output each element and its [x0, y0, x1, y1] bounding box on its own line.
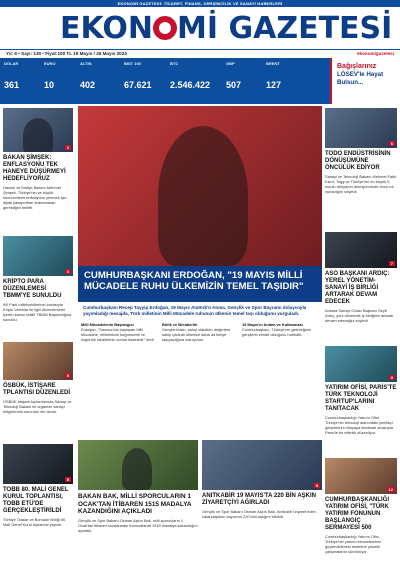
market-item [44, 61, 80, 101]
news-item[interactable] [325, 458, 397, 554]
news-item[interactable] [325, 346, 397, 435]
market-item [80, 61, 120, 101]
left-column [0, 106, 76, 574]
logo-word-2: Mİ [177, 11, 219, 46]
top-slogan-bar [0, 0, 400, 7]
news-item[interactable] [3, 108, 73, 210]
news-photo [3, 236, 73, 276]
news-item[interactable] [3, 444, 73, 527]
market-value: 361 [4, 80, 20, 90]
news-photo [3, 108, 73, 152]
person-silhouette-icon [158, 126, 248, 266]
news-headline: BAKAN ŞİMŞEK: ENFLASYONU TEK HANEYE DÜŞÜRMEYİ HEDEFLİYORUZ [3, 155, 66, 182]
page-number: 2 [66, 145, 69, 150]
logo-circle-icon [153, 16, 177, 40]
news-headline: ASO BAŞKANI ARDIÇ: YEREL YÖNETİM-SANAYİ İŞ BİRLİĞİ ARTARAK DEVAM EDECEK [325, 271, 390, 305]
market-label: ALTIN [80, 61, 92, 66]
promo-line-1: Bağışlarınız [337, 63, 377, 70]
page-number: 9 [315, 483, 318, 488]
news-text: Cumhurbaşkanlığı Yatırım Ofisi, Türkiye'nin teknoloji alanındaki yenilikçi girişimlerini dünyaya tanıtmak amacıyla Paris'te bir etkinlik düzenliyor. [325, 415, 393, 435]
news-headline: CUMHURBAŞKANLIĞI YATIRIM OFİSİ, "TÜRK YATIRIM FONUNUN BAŞLANGIÇ SERMAYESİ 500 [325, 497, 389, 531]
anitkabir-news[interactable] [202, 440, 322, 574]
market-value: 10 [44, 80, 55, 90]
article-subhead: Birlik ve Beraberlik [162, 322, 198, 327]
news-item[interactable] [3, 236, 73, 322]
market-label: EURO [44, 61, 56, 66]
newspaper-logo[interactable] [60, 11, 393, 47]
right-column [322, 106, 400, 574]
article-text: Gençlerimizin, sahip oldukları değerlere sahip çıkarak ülkemizi daha da ileriye taşıyacağına inanıyoruz. [162, 327, 231, 342]
person-silhouette-icon [23, 118, 53, 152]
page-number: 7 [390, 261, 393, 266]
masthead [0, 7, 400, 57]
news-headline: YATIRIM OFİSİ, PARİS'TE TÜRK TEKNOLOJİ STARTUP'LARINI TANITACAK [325, 385, 397, 412]
market-value: 402 [80, 80, 96, 90]
page-number: 3 [66, 269, 69, 274]
person-silhouette-icon [122, 448, 152, 490]
news-photo [202, 440, 322, 490]
main-headline-box[interactable] [78, 266, 322, 302]
logo-word-3: GAZETESİ [228, 11, 393, 46]
news-text: Türkiye Odalar ve Borsalar Birliği 80. Mali Genel Kurul toplantısı yapıldı. [3, 517, 67, 527]
news-headline: BAKAN BAK, MİLLİ SPORCULARIN 1 OCAK'TAN İTİBAREN 1515 MADALYA KAZANDIĞINI AÇIKLADI [78, 493, 192, 515]
market-item [226, 61, 264, 101]
losev-promo[interactable] [330, 58, 400, 104]
main-photo [78, 106, 322, 266]
news-photo [3, 342, 73, 380]
market-item [170, 61, 220, 101]
top-slogan: EKONOMİ GAZETESİ: TİCARET, FİNANS, GİRİŞİMCİLİK VE SANAYİ HABERLERİ [117, 1, 283, 6]
logo-word-1: EKON [60, 11, 154, 46]
page-number: 12 [388, 487, 393, 492]
article-text: Cumhurbaşkanı, Türkiye'nin geleceğinin gençlerin elinde olduğunu hatırlattı. [242, 327, 312, 337]
market-label: BIST 100 [124, 61, 141, 66]
main-headline: CUMHURBAŞKANI ERDOĞAN, "19 MAYIS MİLLİ MÜCADELE RUHU ÜLKEMİZİN TEMEL TAŞIDIR" [84, 270, 304, 292]
market-item [266, 61, 306, 101]
news-photo [325, 232, 397, 268]
market-value: 507 [226, 80, 242, 90]
article-column [162, 320, 240, 342]
sport-news[interactable] [78, 440, 198, 574]
market-label: DOLAR [4, 61, 19, 66]
article-column [81, 320, 159, 342]
news-headline: TOBB 80. MALİ GENEL KURUL TOPLANTISI, TOBB ETÜ'DE GERÇEKLEŞTİRİLDİ [3, 487, 69, 514]
page-number: 5 [66, 477, 69, 482]
center-column [78, 106, 322, 574]
market-item [124, 61, 168, 101]
page-number: 8 [390, 375, 393, 380]
market-value: 67.621 [124, 80, 152, 90]
main-subheadline: Cumhurbaşkanı Recep Tayyip Erdoğan, 19 Mayıs Atatürk'ü Anma, Gençlik ve Spor Bayramı dolayısıyla yayımladığı mesajda, Türk milletinin Milli Mücadele ruhunun ülkenin temel taşı olduğunu vurguladı. [83, 305, 307, 316]
page-number: 5 [66, 373, 69, 378]
news-text: Ankara Sanayi Odası Başkanı Seyit Ardıç, yeni dönemde iş birliğinin artarak devam edeceğini söyledi. [325, 308, 394, 323]
news-photo [78, 440, 198, 490]
news-photo [325, 346, 397, 382]
news-item[interactable] [325, 232, 397, 323]
news-text: AK Parti milletvekillerinin imzasıyla Kripto Varlıklar ile ilgili düzenlemeler içeren kanun teklifi TBMM Başkanlığına sunuldu. [3, 302, 72, 322]
news-photo [325, 108, 397, 148]
market-label: BTC [170, 61, 179, 66]
news-text: Gençlik ve Spor Bakanı Osman Aşkın Bak, Anıtkabir'i ziyaret eden vatandaşların sayısının 220 bini aştığını bildirdi. [202, 509, 316, 519]
issue-info [0, 49, 400, 57]
article-column [242, 320, 320, 337]
article-text: Erdoğan, "Samsun'da başlayan Milli Mücadele, milletimizin bağımsızlık ve özgürlük ideallerinin somut ifadesidir" dedi. [81, 327, 155, 342]
news-text: Sanayi ve Teknoloji Bakanı Mehmet Fatih Kacır, Togg ve Türkiye'nin en büyük 5 kurulu dünyanın dönüşümünde öncü rol oynadığını söyledi. [325, 174, 397, 194]
news-text: Cumhurbaşkanlığı Yatırım Ofisi, Türkiye'nin yatırım ekosisteminin güçlendirilmesi hedefine yönelik çalışmalarını sürdürüyor. [325, 534, 382, 554]
news-photo [325, 458, 397, 494]
main-article-body [78, 320, 322, 440]
market-item [4, 61, 44, 101]
news-headline: TODO ENDÜSTRİSİNİN DÖNÜŞÜMÜNE ÖNCÜLÜK EDİYOR [325, 151, 391, 171]
issue-text: Yıl: 6 • Sayı: 130 • Fiyat:100 TL 19 Mayıs / 26 Mayıs 2024 [6, 51, 127, 56]
news-photo [3, 444, 73, 484]
news-headline: ANITKABİR 19 MAYIS'TA 220 BİN AŞKIN ZİYARETÇİYİ AĞIRLADI [202, 493, 317, 506]
website-label[interactable]: ekonomigazetesi [356, 51, 394, 56]
market-value: 2.546.422 [170, 80, 211, 90]
promo-line-2: LÖSEV'le Hayat Bulsun... [337, 71, 384, 86]
market-label: GBP [226, 61, 235, 66]
news-headline: ÖSBÜK, İSTİŞARE TPLANTISI DÜZENLEDİ [3, 383, 70, 396]
article-subhead: Milli Mücadelenin Başlangıcı [81, 322, 134, 327]
news-text: Gençlik ve Spor Bakanı Osman Aşkın Bak, milli sporcuların 1 Ocak'tan itibaren uluslararası turnuvalarda 1515 madalya kazandığını açıkladı. [78, 517, 198, 533]
article-subhead: 19 Mayıs'ın Anlam ve Kutlanması [242, 322, 303, 327]
market-label: BRENT [266, 61, 280, 66]
news-headline: KRİPTO PARA DÜZENLEMESİ TBMM'YE SUNULDU [3, 279, 62, 299]
news-text: Hazine ve Maliye Bakanı Mehmet Şimşek, Türkiye'nin ve büyük ekonomilerin enflasyonu yenmek için dijital pasaportları kullanmaları gerektiğini belirtti. [3, 185, 67, 210]
market-value: 127 [266, 80, 282, 90]
page-number: 6 [390, 141, 393, 146]
news-item[interactable] [3, 342, 73, 414]
news-text: OSBÜK istişare toplantısında Sanayi ve Teknoloji Bakanı ile organize sanayi bölgelerinin sorunları ele alındı. [3, 399, 72, 414]
news-item[interactable] [325, 108, 397, 194]
